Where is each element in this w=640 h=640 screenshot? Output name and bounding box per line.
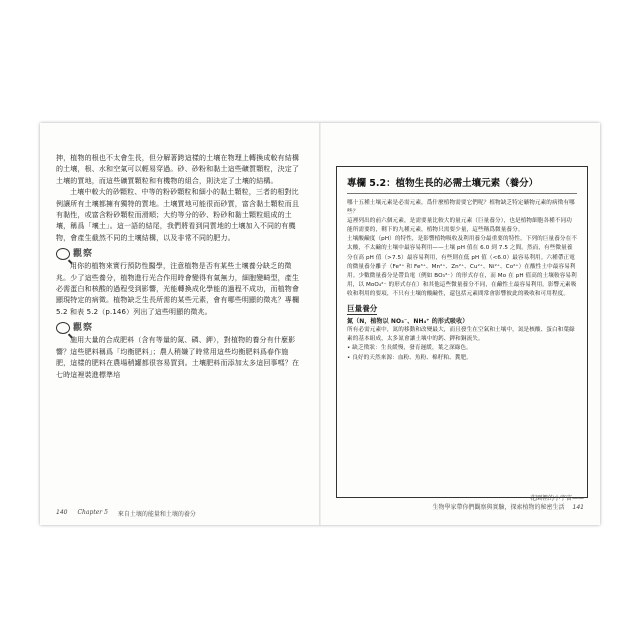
sidebar-paragraph: 這裡列出的前六個元素，是需要量比較大的量元素（巨量養分），也是植物細胞各種不同功能所需要的，剩下的九種元素，植物只需要少量，這些稱爲微量養分。	[347, 218, 572, 234]
chapter-title: 來自土壤的能量和土壤的養分	[117, 511, 196, 518]
page-number: 140	[56, 509, 68, 516]
observation-label: 觀察	[73, 248, 94, 259]
book-spine	[319, 123, 321, 525]
magnifier-icon	[56, 322, 70, 334]
paragraph: 抻，植物的根也不太會生長，但分解著跨這樣的土壤在物理上轉換成較有結構的土壤，根、水和空氣可以輕易穿過。砂、砂粉和黏土這些礦質顆粒，決定了土壤的質地，而這些礦質顆粒和有機物的組合，則決定了土壤的結構。	[56, 154, 300, 185]
left-footer	[56, 509, 196, 518]
nutrient-text: 所有必需元素中，氮的移動和改變最大，而且發生在空氣和土壤中，氮是核酸、蛋白和葉綠素的基本組成，太多氮會讓土壤中的鈣、鉀和銅流失。	[347, 327, 575, 343]
observation-text: 用你的植物來實行預防性醫學，注意植物是否有某些土壤養分缺乏的徵兆。少了這些養分，植物進行光合作用時會變得有氣無力，細胞變畸型，產生必需蛋白和核酸的過程受到影響，光能轉換成化學能的過程不成功，而植物會顯現特定的病徵。植物缺乏生長所需的某些元素，會有哪些明顯的徵兆？專欄 5.2 和表 5.2（p.146）列出了這些明顯的徵兆。	[56, 262, 300, 316]
magnifier-icon	[56, 248, 70, 260]
observation-heading	[56, 322, 302, 334]
chapter-label: Chapter 5	[77, 509, 108, 516]
left-page	[56, 153, 302, 381]
observation-heading	[56, 248, 302, 260]
nutrient-heading: 氮（N，植物以 NO₃⁻、NH₄⁺ 的形式吸收）	[347, 318, 469, 326]
right-footer	[433, 494, 584, 512]
paragraph: 土壤中較大的砂顆粒、中等的粉砂顆粒和細小的黏土顆粒，三者的相對比例讓所有土壤都擁有獨特的質地。土壤質地可能很而砂質，富含黏土顆粒而且有黏性，或富含粉砂顆粒而滑順；大約等分的砂、粉砂和黏土顆粒組成的土壤，稱爲「壤土」。這一語的結尾，我們將看到同質地的土壤加入不同的有機物，會產生截然不同的土壤結構，以及非常不同的肥力。	[56, 188, 300, 242]
page-number: 141	[572, 504, 584, 511]
series-title: 花園裡的小宇宙——	[529, 495, 584, 502]
series-subtitle: 生物學家帶你們觀察與實驗，探索植物的秘密生活	[432, 504, 565, 511]
sidebar-title: 專欄 5.2：植物生長的必需土壤元素（養分）	[347, 175, 577, 194]
sidebar-paragraph: 哪十五種土壤元素是必需元素，爲什麼植物需要它們呢？植物缺乏特定礦物元素的病徵有哪些？	[347, 200, 575, 216]
observation-text: 施用大量的合成肥料（含有等量的氮、磷、鉀），對植物的養分有什麼影響？這些肥料稱爲「均衡肥料」；農人稍嫌了時常用這些均衡肥料爲春作施肥，這樣的肥料在農場稍罐都很容易買到。土壤肥料而添加太多這回事嗎？在七時這裡裝進標準培	[56, 336, 300, 379]
sidebar-body	[347, 199, 577, 363]
section-heading: 巨量養分	[347, 304, 378, 314]
sidebar-box	[336, 166, 588, 498]
sources-item: • 良好的天然來源：血粉、魚粉、棉籽粕、糞肥。	[347, 354, 577, 363]
observation-label: 觀察	[73, 322, 94, 333]
book-spread	[40, 123, 600, 525]
deficiency-item: • 缺乏徵狀：生長緩慢，發育遲緩，葉之深綠色。	[347, 344, 577, 353]
sidebar-paragraph: 土壤酸鹼度（pH）的特性，是影響植物吸收及利用養分最重要的特性。下列的巨量養分在不太酸，不太鹼的土壤中最容易利用——土壤 pH 值在 6.0 到 7.5 之間。然而，有些微量養分在高 pH 值（>7.5）最容易利用，有些則在低 pH 值（<6.0）最容易利用。六種帶正電的微量養分離子（Fe²⁺ 和 Fe³⁺、Mn²⁺、Zn²⁺、Cu²⁺、Ni²⁺、Co²⁺）在酸性土中最容易利用。少數微量養分是帶負電（例如 BO₃³⁻）的形式存在，而 Mo 在 pH 值高的土壤較容易利用，以 MoO₄²⁻ 的形式存在）和其他這些微量養分不同，在鹼性土最容易利用。影響元素吸收和利用的要項，不只有土壤的酸鹼性，還包括元素間常會影響彼此的吸收和可用程度。	[347, 236, 578, 297]
